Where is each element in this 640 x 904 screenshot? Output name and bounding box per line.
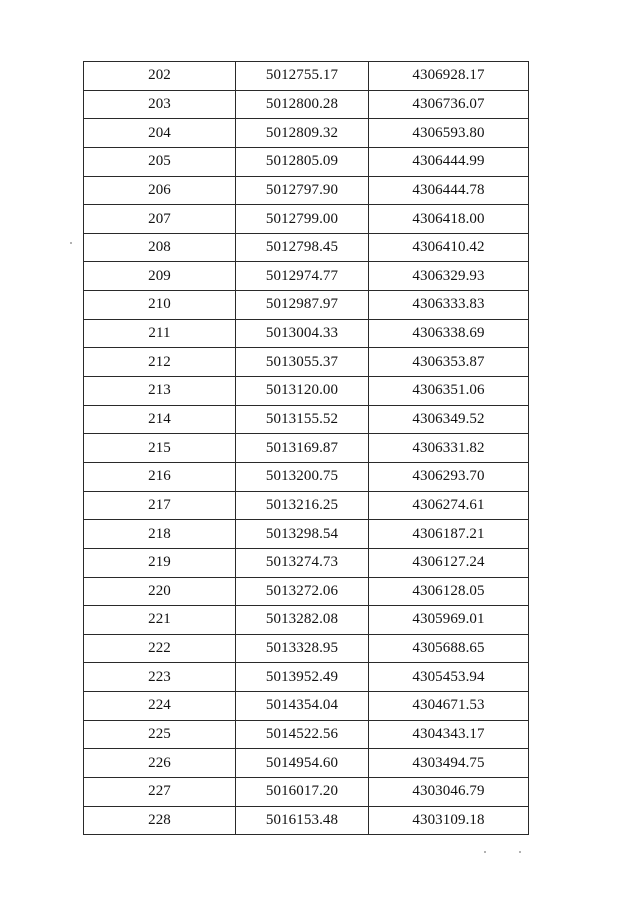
table-row — [84, 720, 529, 749]
point-number-cell: 206 — [84, 176, 236, 205]
point-number-cell: 222 — [84, 634, 236, 663]
point-number-cell: 221 — [84, 606, 236, 635]
x-coordinate-cell: 5013952.49 — [236, 663, 369, 692]
table-row — [84, 806, 529, 835]
y-coordinate-cell: 4306331.82 — [369, 434, 529, 463]
x-coordinate-cell: 5016017.20 — [236, 778, 369, 807]
x-coordinate-cell: 5012974.77 — [236, 262, 369, 291]
x-coordinate-cell: 5013282.08 — [236, 606, 369, 635]
table-row — [84, 90, 529, 119]
coordinate-table — [83, 61, 529, 835]
point-number-cell: 212 — [84, 348, 236, 377]
y-coordinate-cell: 4306410.42 — [369, 233, 529, 262]
table-row — [84, 434, 529, 463]
y-coordinate-cell: 4306928.17 — [369, 62, 529, 91]
point-number-cell: 224 — [84, 692, 236, 721]
table-row — [84, 348, 529, 377]
y-coordinate-cell: 4303046.79 — [369, 778, 529, 807]
y-coordinate-cell: 4305688.65 — [369, 634, 529, 663]
table-row — [84, 462, 529, 491]
x-coordinate-cell: 5012809.32 — [236, 119, 369, 148]
scan-speck — [519, 851, 521, 853]
x-coordinate-cell: 5012797.90 — [236, 176, 369, 205]
point-number-cell: 227 — [84, 778, 236, 807]
scan-speck — [484, 851, 486, 853]
point-number-cell: 215 — [84, 434, 236, 463]
table-row — [84, 749, 529, 778]
point-number-cell: 208 — [84, 233, 236, 262]
y-coordinate-cell: 4306293.70 — [369, 462, 529, 491]
point-number-cell: 210 — [84, 291, 236, 320]
x-coordinate-cell: 5013216.25 — [236, 491, 369, 520]
y-coordinate-cell: 4306329.93 — [369, 262, 529, 291]
y-coordinate-cell: 4306274.61 — [369, 491, 529, 520]
x-coordinate-cell: 5013055.37 — [236, 348, 369, 377]
y-coordinate-cell: 4305969.01 — [369, 606, 529, 635]
table-row — [84, 663, 529, 692]
table-row — [84, 377, 529, 406]
x-coordinate-cell: 5012799.00 — [236, 205, 369, 234]
y-coordinate-cell: 4306333.83 — [369, 291, 529, 320]
x-coordinate-cell: 5014354.04 — [236, 692, 369, 721]
table-row — [84, 491, 529, 520]
y-coordinate-cell: 4306418.00 — [369, 205, 529, 234]
point-number-cell: 218 — [84, 520, 236, 549]
x-coordinate-cell: 5013004.33 — [236, 319, 369, 348]
point-number-cell: 204 — [84, 119, 236, 148]
point-number-cell: 213 — [84, 377, 236, 406]
y-coordinate-cell: 4303109.18 — [369, 806, 529, 835]
table-row — [84, 262, 529, 291]
x-coordinate-cell: 5012800.28 — [236, 90, 369, 119]
coordinate-table-body — [84, 62, 529, 835]
x-coordinate-cell: 5012987.97 — [236, 291, 369, 320]
table-row — [84, 606, 529, 635]
table-row — [84, 520, 529, 549]
table-row — [84, 778, 529, 807]
table-row — [84, 319, 529, 348]
table-row — [84, 62, 529, 91]
x-coordinate-cell: 5016153.48 — [236, 806, 369, 835]
y-coordinate-cell: 4306444.78 — [369, 176, 529, 205]
x-coordinate-cell: 5013200.75 — [236, 462, 369, 491]
point-number-cell: 216 — [84, 462, 236, 491]
x-coordinate-cell: 5014954.60 — [236, 749, 369, 778]
x-coordinate-cell: 5012798.45 — [236, 233, 369, 262]
table-row — [84, 176, 529, 205]
x-coordinate-cell: 5014522.56 — [236, 720, 369, 749]
table-row — [84, 692, 529, 721]
y-coordinate-cell: 4306444.99 — [369, 147, 529, 176]
table-row — [84, 205, 529, 234]
x-coordinate-cell: 5013272.06 — [236, 577, 369, 606]
x-coordinate-cell: 5013155.52 — [236, 405, 369, 434]
x-coordinate-cell: 5012805.09 — [236, 147, 369, 176]
point-number-cell: 202 — [84, 62, 236, 91]
point-number-cell: 228 — [84, 806, 236, 835]
y-coordinate-cell: 4306338.69 — [369, 319, 529, 348]
x-coordinate-cell: 5013328.95 — [236, 634, 369, 663]
y-coordinate-cell: 4305453.94 — [369, 663, 529, 692]
point-number-cell: 207 — [84, 205, 236, 234]
point-number-cell: 219 — [84, 548, 236, 577]
point-number-cell: 223 — [84, 663, 236, 692]
point-number-cell: 203 — [84, 90, 236, 119]
table-row — [84, 119, 529, 148]
y-coordinate-cell: 4306353.87 — [369, 348, 529, 377]
table-row — [84, 233, 529, 262]
point-number-cell: 225 — [84, 720, 236, 749]
x-coordinate-cell: 5013274.73 — [236, 548, 369, 577]
y-coordinate-cell: 4306351.06 — [369, 377, 529, 406]
y-coordinate-cell: 4304671.53 — [369, 692, 529, 721]
table-row — [84, 634, 529, 663]
y-coordinate-cell: 4306736.07 — [369, 90, 529, 119]
x-coordinate-cell: 5012755.17 — [236, 62, 369, 91]
y-coordinate-cell: 4306127.24 — [369, 548, 529, 577]
point-number-cell: 226 — [84, 749, 236, 778]
y-coordinate-cell: 4306187.21 — [369, 520, 529, 549]
table-row — [84, 291, 529, 320]
y-coordinate-cell: 4306349.52 — [369, 405, 529, 434]
point-number-cell: 211 — [84, 319, 236, 348]
point-number-cell: 205 — [84, 147, 236, 176]
scan-speck — [70, 242, 72, 244]
y-coordinate-cell: 4306128.05 — [369, 577, 529, 606]
point-number-cell: 220 — [84, 577, 236, 606]
table-row — [84, 548, 529, 577]
x-coordinate-cell: 5013298.54 — [236, 520, 369, 549]
point-number-cell: 217 — [84, 491, 236, 520]
x-coordinate-cell: 5013120.00 — [236, 377, 369, 406]
table-row — [84, 405, 529, 434]
y-coordinate-cell: 4303494.75 — [369, 749, 529, 778]
y-coordinate-cell: 4306593.80 — [369, 119, 529, 148]
y-coordinate-cell: 4304343.17 — [369, 720, 529, 749]
point-number-cell: 214 — [84, 405, 236, 434]
x-coordinate-cell: 5013169.87 — [236, 434, 369, 463]
table-row — [84, 147, 529, 176]
point-number-cell: 209 — [84, 262, 236, 291]
table-row — [84, 577, 529, 606]
